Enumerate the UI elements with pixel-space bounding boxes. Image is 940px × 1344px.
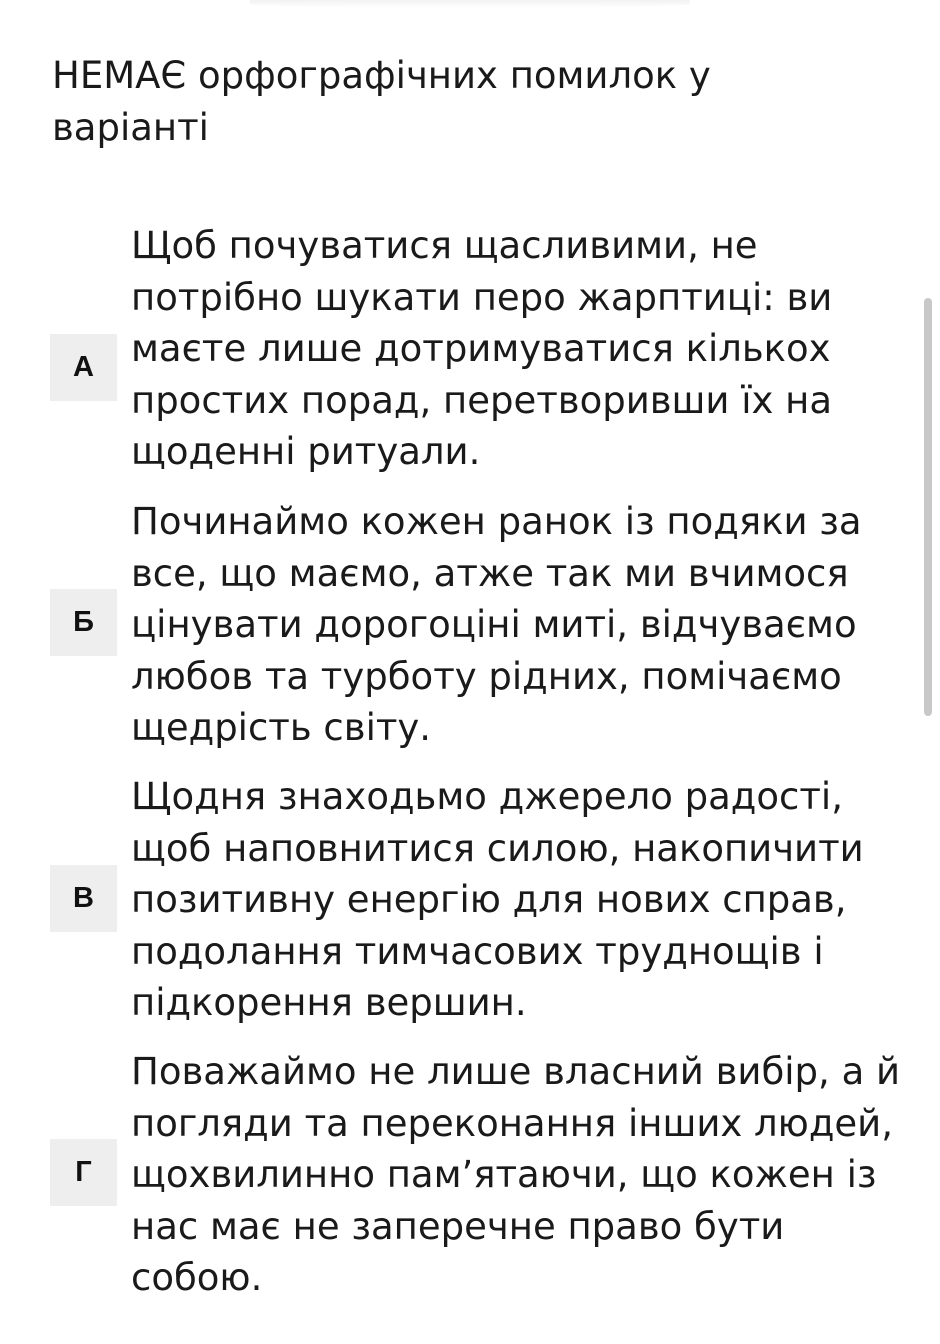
top-shadow bbox=[250, 0, 690, 8]
option-text-c: Щодня знаходьмо джерело радості, щоб наповнитися силою, накопичити позитивну енергію для нових справ, подолання тимчасових труднощів і підкорення вершин. bbox=[131, 775, 864, 1024]
option-letter-a[interactable]: А bbox=[50, 334, 117, 401]
vertical-scrollbar[interactable] bbox=[924, 298, 932, 716]
option-letter-d[interactable]: Г bbox=[50, 1139, 117, 1206]
option-letter-b[interactable]: Б bbox=[50, 589, 117, 656]
option-text-a: Щоб почуватися щасливими, не потрібно шукати перо жарптиці: ви маєте лише дотримуватися кількох простих порад, перетворивши їх на щоденні ритуали. bbox=[131, 224, 833, 473]
option-text-b: Починаймо кожен ранок із подяки за все, що маємо, атже так ми вчимося цінувати дорогоціні миті, відчуваємо любов та турботу рідних, помічаємо щедрість світу. bbox=[131, 500, 862, 749]
option-letter-c[interactable]: В bbox=[50, 865, 117, 932]
option-text-d: Поважаймо не лише власний вибір, а й погляди та переконання інших людей, щохвилинно пам’ятаючи, що кожен із нас має не заперечне право бути собою. bbox=[131, 1050, 901, 1299]
question-text: НЕМАЄ орфографічних помилок у варіанті bbox=[52, 54, 711, 149]
